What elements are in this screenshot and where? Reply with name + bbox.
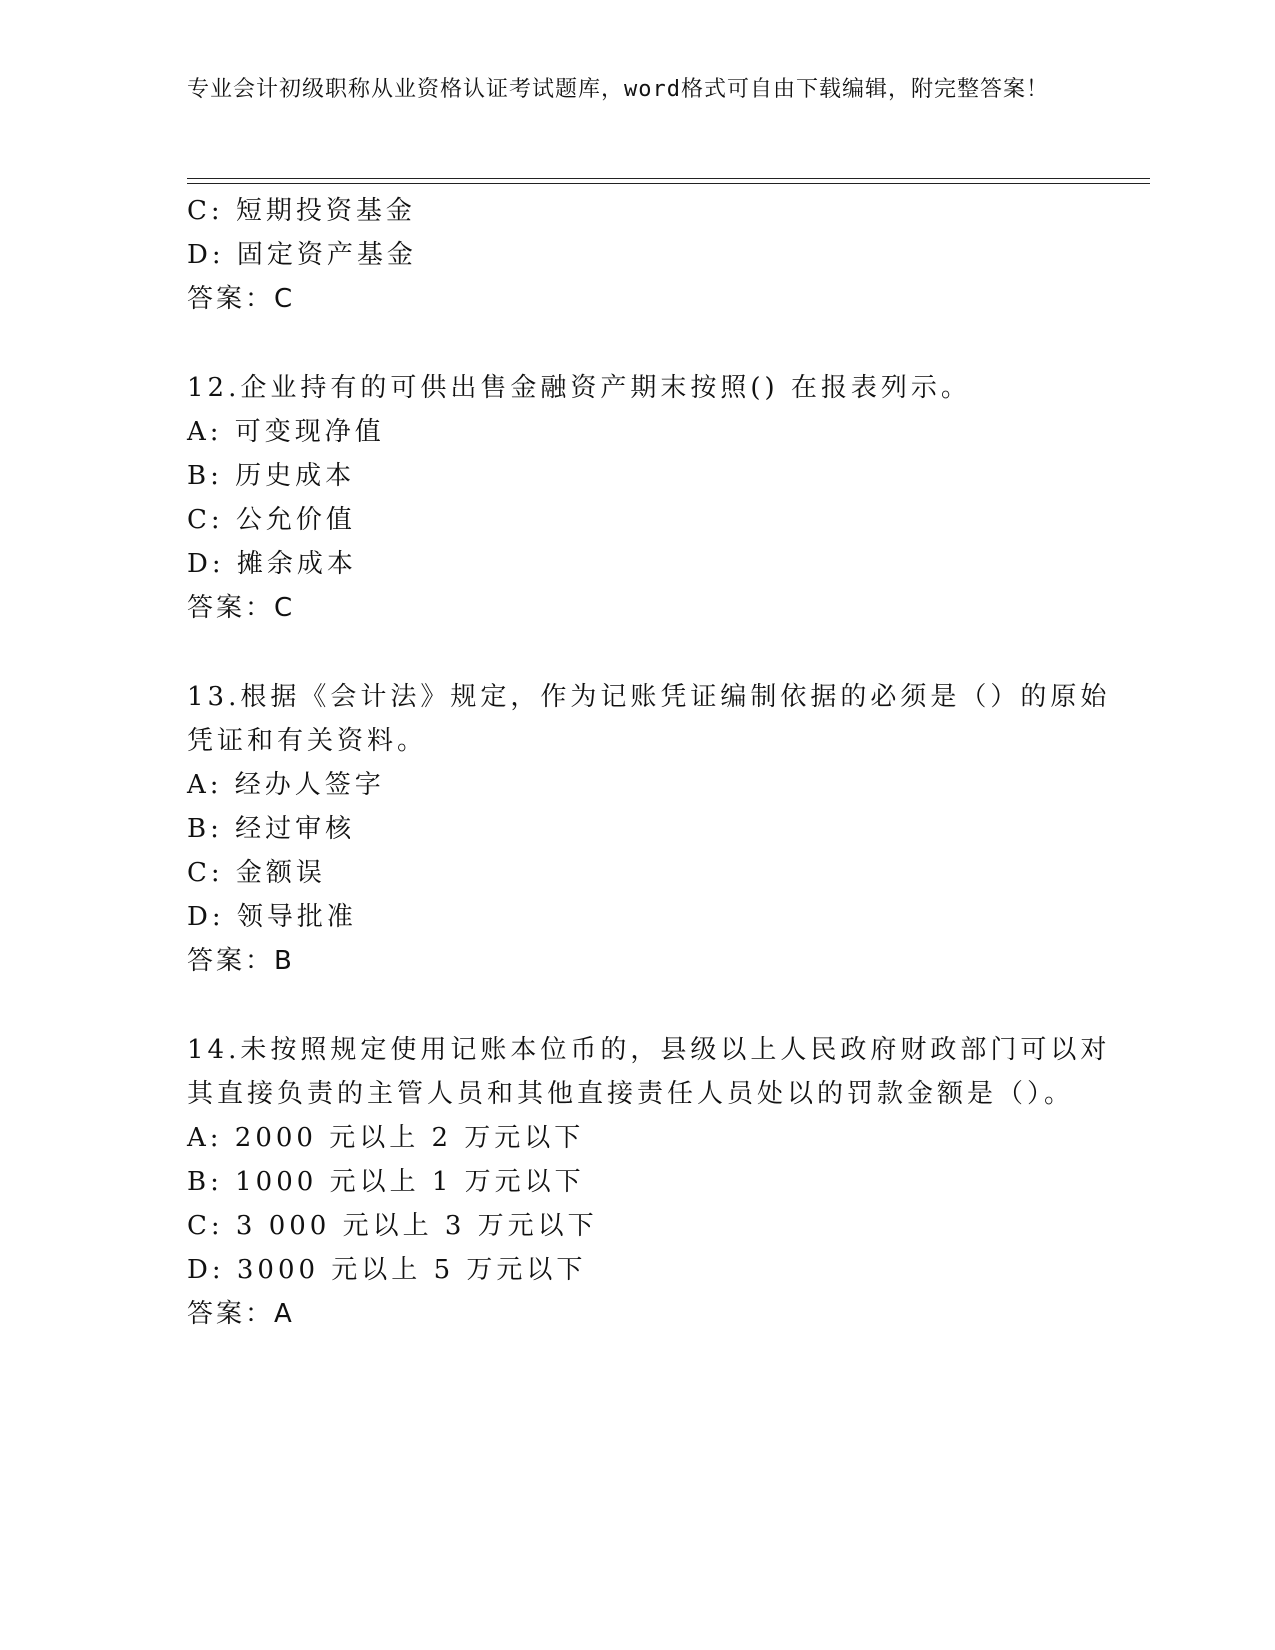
question-stem: 凭证和有关资料。 xyxy=(187,726,428,756)
option-a: A: 可变现净值 xyxy=(187,417,385,447)
option-c: C: 金额误 xyxy=(187,858,326,888)
question-stem: 12.企业持有的可供出售金融资产期末按照() 在报表列示。 xyxy=(187,373,971,403)
question-stem: 其直接负责的主管人员和其他直接责任人员处以的罚款金额是（）。 xyxy=(187,1079,1075,1109)
header-rule-bottom xyxy=(187,183,1150,184)
answer: 答案：A xyxy=(187,1299,295,1329)
option-b: B: 经过审核 xyxy=(187,814,356,844)
answer: 答案：B xyxy=(187,946,295,976)
option-c: C: 3 000 元以上 3 万元以下 xyxy=(187,1211,598,1241)
answer: 答案：C xyxy=(187,284,296,314)
option-d: D: 3000 元以上 5 万元以下 xyxy=(187,1255,587,1285)
option-d: D: 领导批准 xyxy=(187,902,357,932)
option-b: B: 1000 元以上 1 万元以下 xyxy=(187,1167,585,1197)
header-rule-top xyxy=(187,178,1150,179)
option-c: C: 公允价值 xyxy=(187,505,356,535)
answer: 答案：C xyxy=(187,593,296,623)
question-stem: 14.未按照规定使用记账本位币的，县级以上人民政府财政部门可以对 xyxy=(187,1035,1111,1065)
option-c: C: 短期投资基金 xyxy=(187,196,416,226)
question-stem: 13.根据《会计法》规定，作为记账凭证编制依据的必须是（）的原始 xyxy=(187,682,1111,712)
option-a: A: 2000 元以上 2 万元以下 xyxy=(187,1123,585,1153)
option-d: D: 固定资产基金 xyxy=(187,240,417,270)
option-a: A: 经办人签字 xyxy=(187,770,385,800)
option-b: B: 历史成本 xyxy=(187,461,356,491)
option-d: D: 摊余成本 xyxy=(187,549,357,579)
page-header: 专业会计初级职称从业资格认证考试题库，word格式可自由下载编辑，附完整答案！ xyxy=(187,77,1049,102)
